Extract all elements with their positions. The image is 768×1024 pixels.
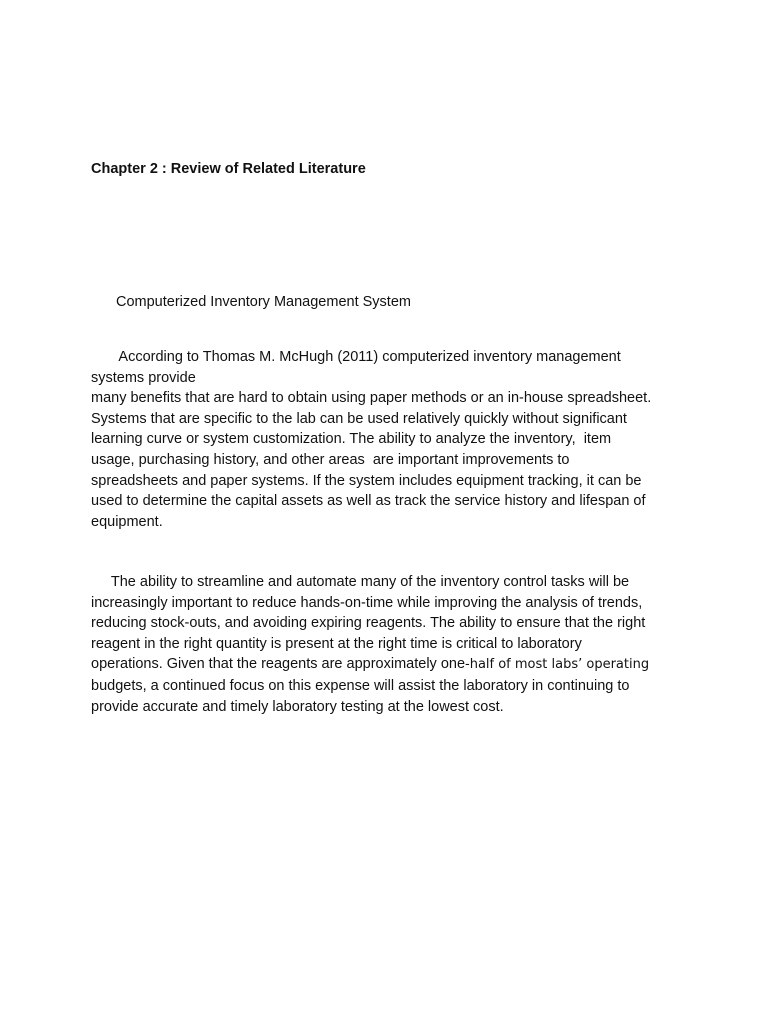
paragraph-text-segment: operations. Given that the reagents are approximately one: [91, 656, 466, 673]
paragraph-line: The ability to streamline and automate many of the inventory control tasks will be: [91, 574, 630, 590]
paragraph-line: learning curve or system customization. The ability to analyze the inventory, item: [91, 431, 612, 448]
paragraph-line: usage, purchasing history, and other areas are important improvements to: [91, 451, 570, 468]
paragraph-line: systems provide: [91, 369, 196, 386]
paragraph-text-segment-alt-font: -half of most labs’ operating: [465, 657, 650, 673]
paragraph-line: budgets, a continued focus on this expense will assist the laboratory in continuing to: [91, 677, 630, 694]
paragraph-line: reagent in the right quantity is present at the right time is critical to laboratory: [91, 635, 582, 652]
paragraph-line-mixed: [91, 654, 691, 676]
paragraph-line: reducing stock-outs, and avoiding expiring reagents. The ability to ensure that the right: [91, 615, 646, 632]
paragraph-line: increasingly important to reduce hands-on-time while improving the analysis of trends,: [91, 594, 643, 611]
paragraph-line: According to Thomas M. McHugh (2011) computerized inventory management: [91, 349, 621, 365]
paragraph-line: spreadsheets and paper systems. If the system includes equipment tracking, it can be: [91, 472, 642, 489]
section-heading: Computerized Inventory Management System: [116, 294, 411, 310]
paragraph-line: used to determine the capital assets as well as track the service history and lifespan of: [91, 493, 646, 510]
paragraph-1: [91, 347, 691, 532]
paragraph-line: equipment.: [91, 513, 163, 530]
paragraph-line: provide accurate and timely laboratory testing at the lowest cost.: [91, 698, 504, 715]
chapter-title: Chapter 2 : Review of Related Literature: [91, 161, 366, 177]
paragraph-line: many benefits that are hard to obtain using paper methods or an in-house spreadsheet.: [91, 390, 652, 407]
paragraph-line: Systems that are specific to the lab can be used relatively quickly without significant: [91, 410, 627, 427]
paragraph-2: [91, 572, 691, 717]
